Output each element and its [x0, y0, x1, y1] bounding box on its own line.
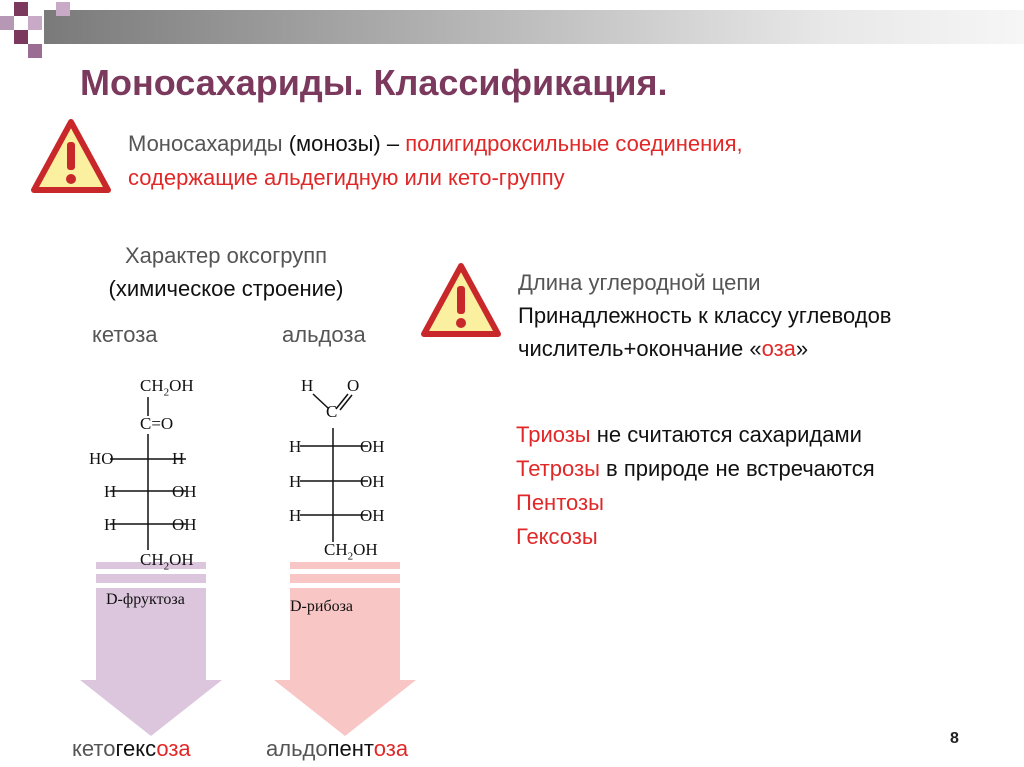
ribose-h: H: [301, 376, 314, 395]
decor-square: [56, 2, 70, 16]
ribose-row-right: OH: [360, 472, 385, 491]
ribose-row-left: H: [289, 472, 302, 491]
list-item: [516, 418, 875, 452]
oxo-title: Характер оксогрупп: [124, 243, 328, 268]
sugar-class-note: не считаются сахаридами: [590, 422, 862, 447]
naming-rule-accent: оза: [761, 336, 796, 361]
fructose-carbonyl: C=O: [140, 414, 174, 433]
ribose-row-right: OH: [360, 437, 385, 456]
definition-synonym: (монозы) –: [282, 131, 406, 156]
decor-square: [0, 16, 14, 30]
naming-rule-suffix: »: [795, 336, 809, 361]
sugar-class-name: Гексозы: [516, 524, 598, 549]
result-stem: пент: [327, 736, 374, 761]
fructose-row-right: H: [172, 449, 185, 468]
sugar-class-name: Триозы: [516, 422, 591, 447]
fructose-row-left: HO: [89, 449, 114, 468]
decor-square: [14, 30, 28, 44]
ribose-row-left: H: [289, 506, 302, 525]
definition-text: полигидроксильные соединения,: [405, 131, 743, 156]
naming-rule-prefix: числитель+окончание «: [518, 336, 762, 361]
aldose-label: альдоза: [282, 322, 366, 347]
oxo-subtitle: (химическое строение): [108, 276, 344, 301]
decor-square: [14, 2, 28, 16]
sugar-class-list: [516, 418, 875, 554]
ribose-name: D-рибоза: [290, 598, 354, 615]
decor-square: [28, 16, 42, 30]
arrow-aldose: [270, 560, 420, 738]
result-prefix: кето: [72, 736, 116, 761]
definition-term: Моносахариды: [128, 131, 283, 156]
carb-class-line: Принадлежность к классу углеводов: [518, 303, 892, 328]
result-ketohexose: [72, 736, 191, 762]
definition-line2: содержащие альдегидную или кето-группу: [128, 165, 565, 190]
list-item: [516, 486, 875, 520]
warning-icon: [30, 118, 112, 194]
sugar-class-name: Тетрозы: [516, 456, 600, 481]
list-item: [516, 520, 875, 554]
fructose-row-left: H: [104, 515, 117, 534]
ribose-row-right: OH: [360, 506, 385, 525]
sugar-class-note: в природе не встречаются: [599, 456, 875, 481]
fructose-row-right: OH: [172, 515, 197, 534]
fructose-bottom: $CH_2OH$: [140, 550, 194, 573]
slide-title: Моносахариды. Классификация.: [80, 62, 668, 103]
naming-rule: [518, 332, 892, 365]
result-suffix: оза: [156, 736, 191, 761]
definition: [128, 127, 743, 195]
fructose-row-right: OH: [172, 482, 197, 501]
ketose-label: кетоза: [92, 322, 158, 347]
result-prefix: альдо: [266, 736, 328, 761]
page-number: 8: [950, 730, 959, 747]
result-suffix: оза: [373, 736, 409, 761]
sugar-class-name: Пентозы: [516, 490, 604, 515]
chain-length-block: [518, 266, 892, 365]
ribose-row-left: H: [289, 437, 302, 456]
ribose-o: O: [347, 376, 360, 395]
result-stem: гекс: [115, 736, 157, 761]
decor-square: [28, 44, 42, 58]
result-aldopentose: [266, 736, 408, 762]
ribose-c: C: [326, 402, 338, 421]
fructose-name: D-фруктоза: [106, 591, 185, 608]
ribose-bottom: $CH_2OH$: [324, 540, 378, 563]
header-bar: [44, 10, 1024, 44]
warning-icon: [420, 262, 502, 338]
fructose-row-left: H: [104, 482, 117, 501]
fructose-top: $CH_2OH$: [140, 376, 194, 399]
list-item: [516, 452, 875, 486]
chain-length-title: Длина углеродной цепи: [518, 270, 761, 295]
